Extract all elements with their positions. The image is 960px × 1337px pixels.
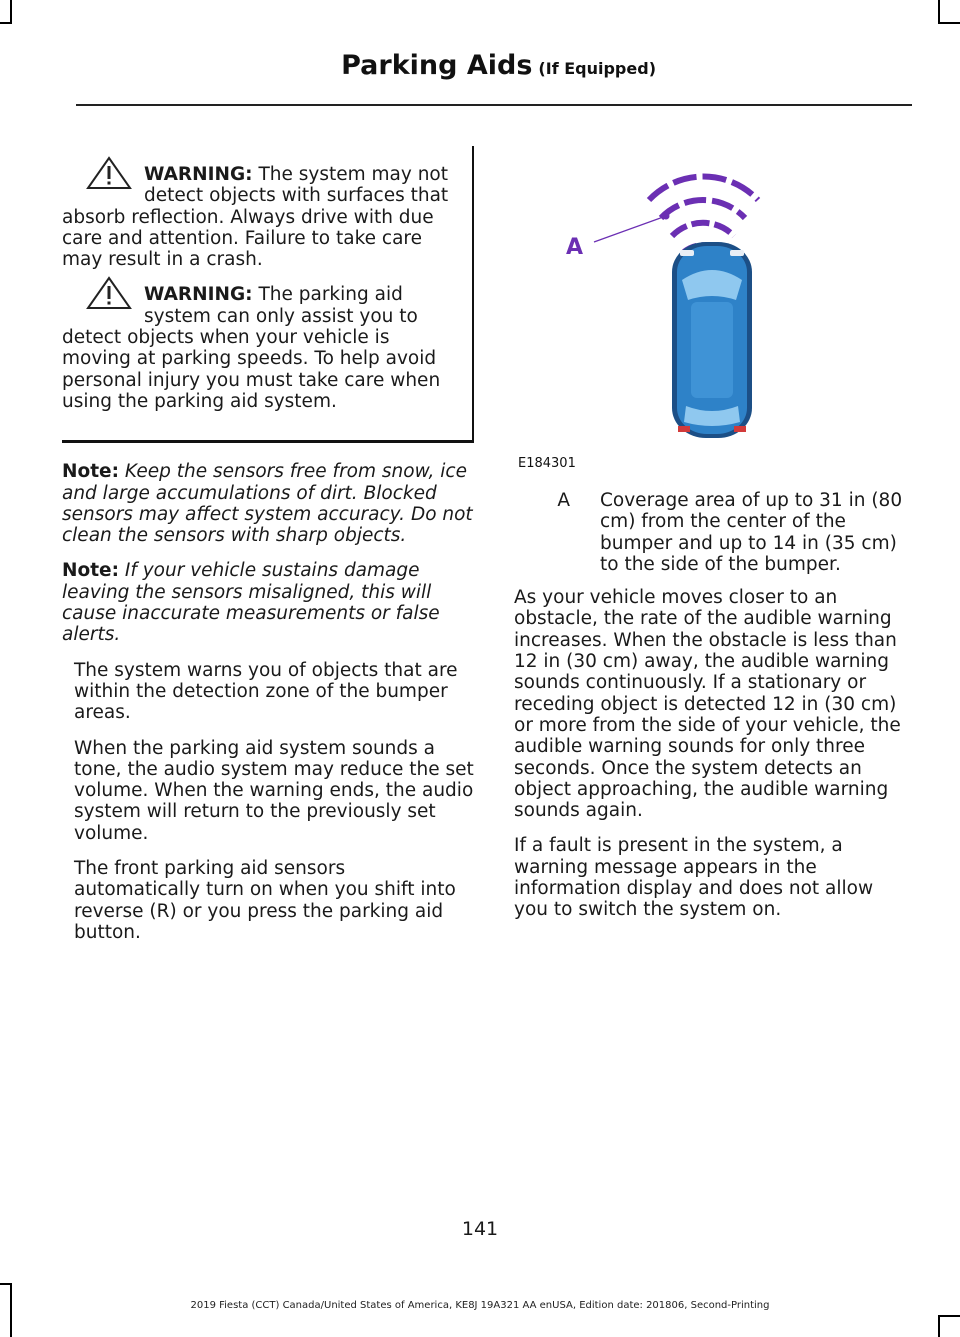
crop-mark [0, 22, 12, 24]
warning-keyword: WARNING: [144, 164, 253, 185]
warning-paragraph [62, 164, 464, 270]
callout-dot [663, 213, 670, 220]
warning-keyword: WARNING: [144, 284, 253, 306]
warning-text: The system may not detect objects with surfaces that absorb reflection. Always drive with due care and attention. Failure to take care may result in a crash. [62, 164, 449, 271]
page-title-subtitle: (If Equipped) [538, 59, 656, 78]
crop-mark [0, 1283, 12, 1285]
right-column [514, 150, 910, 935]
warning-box [62, 146, 474, 443]
sensor-arc [649, 177, 758, 200]
body-paragraph: When the parking aid system sounds a tone, the audio system may reduce the set volume. When the warning ends, the audio system will return to the previously set volume. [74, 737, 474, 844]
body-paragraph: If a fault is present in the system, a warning message appears in the information display and does not allow you to switch the system on. [514, 835, 874, 921]
warning-text: The parking aid system can only assist you to detect objects when your vehicle is moving at parking speeds. To help avoid personal injury you must take care when using the parking aid system. [62, 284, 441, 412]
body-paragraph: The front parking aid sensors automatically turn on when you shift into reverse (R) or you press the parking aid button. [74, 858, 456, 943]
crop-mark [938, 1315, 960, 1317]
left-column [62, 146, 474, 957]
note-keyword: Note: [62, 560, 119, 582]
warning-triangle-icon [86, 276, 132, 310]
callout-line [594, 216, 666, 242]
callout-label: A [566, 235, 584, 260]
sensor-arc [661, 200, 745, 218]
sensor-arc [672, 223, 734, 236]
page-title-text: Parking Aids [341, 50, 533, 81]
body-paragraph: The system warns you of objects that are within the detection zone of the bumper areas. [74, 659, 458, 724]
vehicle-top-view [672, 242, 752, 438]
crop-mark [10, 0, 12, 22]
note-text: Keep the sensors free from snow, ice and large accumulations of dirt. Blocked sensors may affect system accuracy. Do not clean the sensors with sharp objects. [62, 461, 473, 547]
crop-mark [938, 22, 960, 24]
figure-id: E184301 [518, 456, 576, 471]
vehicle-sensor-diagram [514, 150, 910, 450]
legend-row [514, 490, 910, 575]
note-keyword: Note: [62, 461, 119, 483]
legend-key: A [557, 490, 570, 511]
footer-edition-info: 2019 Fiesta (CCT) Canada/United States of America, KE8J 19A321 AA enUSA, Edition date: 201806, Second-Printing [190, 1300, 770, 1311]
warning-paragraph [62, 284, 464, 412]
body-paragraph: As your vehicle moves closer to an obstacle, the rate of the audible warning increases. When the obstacle is less than 12 in (30 cm) away, the audible warning sounds continuously. If a stationary or receding object is detected 12 in (30 cm) or more from the side of your vehicle, the audible warning sounds for only three seconds. Once the system detects an object approaching, the audible warning sounds again. [514, 587, 901, 822]
legend-text: Coverage area of up to 31 in (80 cm) from the center of the bumper and up to 14 in (35 cm) to the side of the bumper. [600, 490, 903, 575]
crop-mark [938, 0, 940, 22]
parking-sensor-figure [514, 150, 910, 480]
note-paragraph [62, 560, 474, 645]
note-paragraph [62, 461, 474, 546]
page-number: 141 [461, 1218, 499, 1240]
note-text: If your vehicle sustains damage leaving the sensors misaligned, this will cause inaccurate measurements or false alerts. [62, 560, 440, 646]
header-divider [76, 104, 912, 106]
crop-mark [938, 1315, 940, 1337]
page-title [341, 50, 656, 81]
warning-triangle-icon [86, 156, 132, 190]
